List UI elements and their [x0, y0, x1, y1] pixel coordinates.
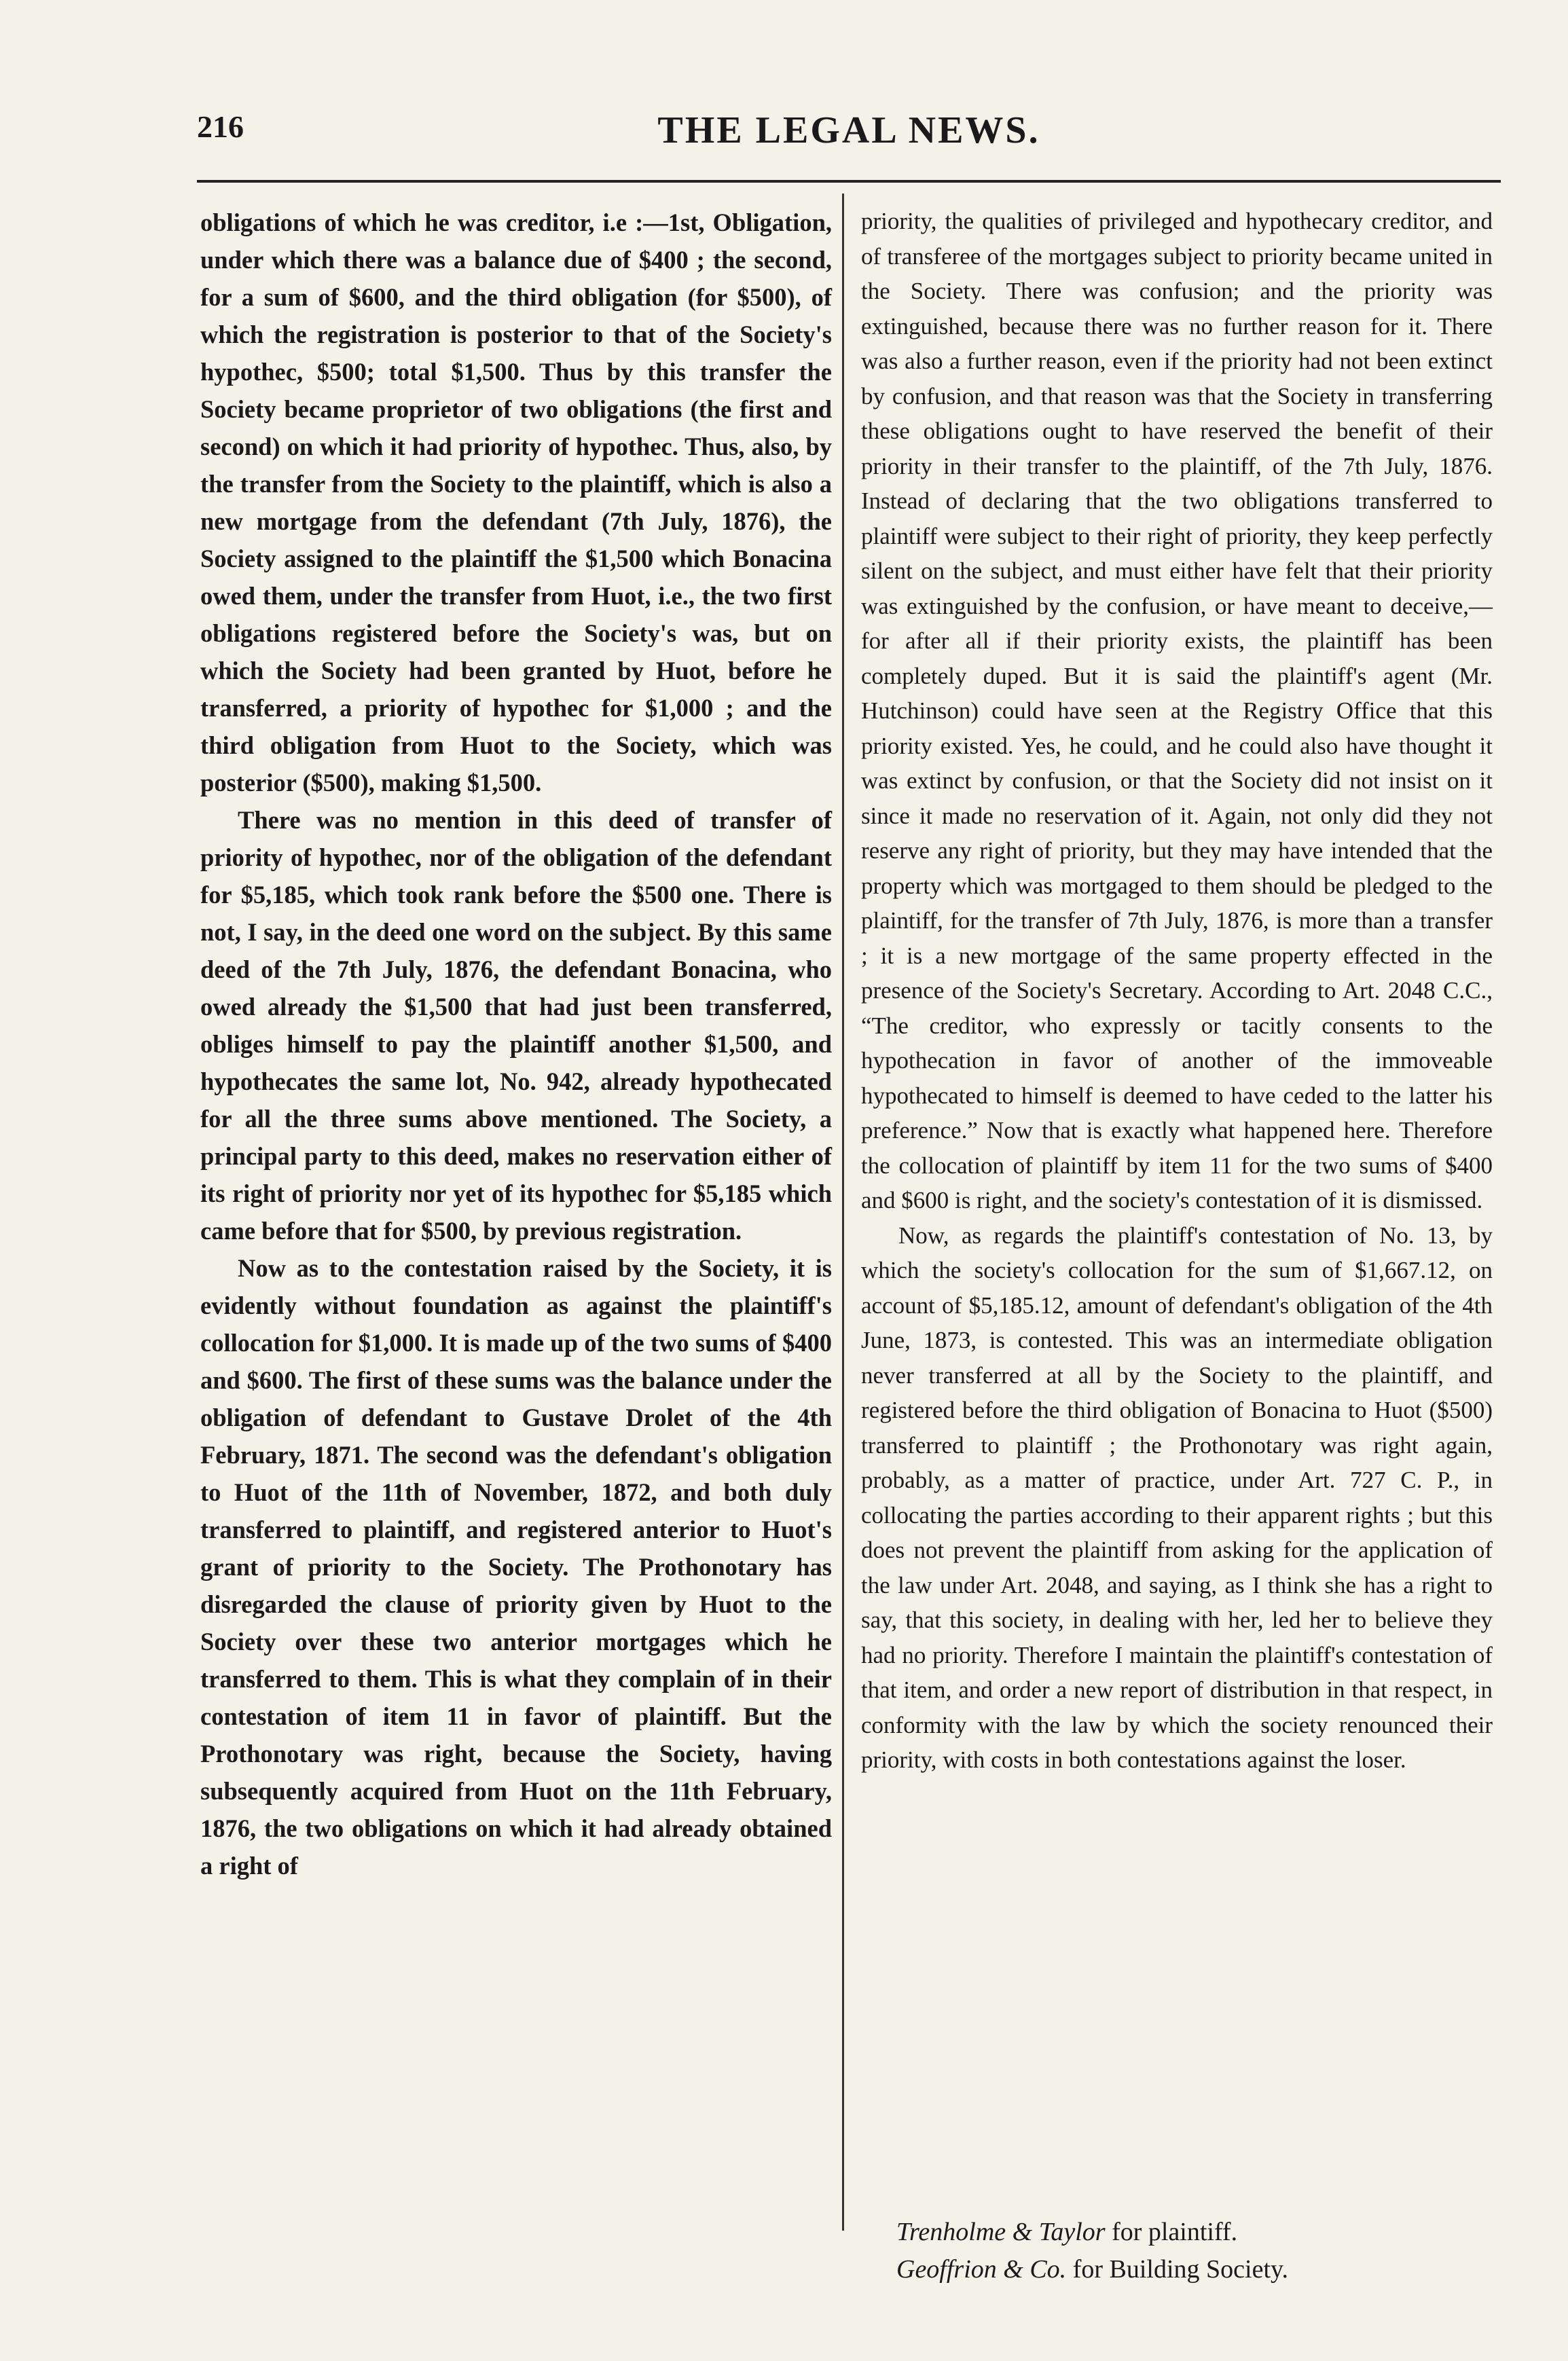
page-title: THE LEGAL NEWS. [657, 109, 1040, 151]
signature-role: for plaintiff. [1112, 2218, 1238, 2246]
right-column [861, 204, 1493, 1778]
signature-name: Trenholme & Taylor [896, 2218, 1106, 2246]
signature-name: Geoffrion & Co. [896, 2255, 1067, 2284]
paragraph: priority, the qualities of privileged and hypothecary creditor, and of transferee of the mortgages subject to priority became united in the Society. There was confusion; and the priority was extinguished, because there was no further reason for it. There was also a further reason, even if the priority had not been extinct by confusion, and that reason was that the Society in transferring these obligations ought to have reserved the benefit of their priority in their transfer to the plaintiff, of the 7th July, 1876. Instead of declaring that the two obligations transferred to plaintiff were subject to their right of priority, they keep perfectly silent on the subject, and must either have felt that their priority was extinguished by the confusion, or have meant to deceive,—for after all if their priority exists, the plaintiff has been completely duped. But it is said the plaintiff's agent (Mr. Hutchinson) could have seen at the Registry Office that this priority existed. Yes, he could, and he could also have thought it was extinct by confusion, or that the Society did not insist on it since it made no reservation of it. Again, not only did they not reserve any right of priority, but they may have intended that the property which was mortgaged to them should be pledged to the plaintiff, for the transfer of 7th July, 1876, is more than a transfer ; it is a new mortgage of the same property effected in the presence of the Society's Secretary. According to Art. 2048 C.C., “The creditor, who expressly or tacitly consents to the hypothecation in favor of another of the immoveable hypothecated to himself is deemed to have ceded to the latter his preference.” Now that is exactly what happened here. Therefore the collocation of plaintiff by item 11 for the two sums of $400 and $600 is right, and the society's contestation of it is dismissed. [861, 208, 1493, 1213]
paragraph: Now as to the contestation raised by the Society, it is evidently without foundation as against the plaintiff's collocation for $1,000. It is made up of the two sums of $400 and $600. The first of these sums was the balance under the obligation of defendant to Gustave Drolet of the 4th February, 1871. The second was the defendant's obligation to Huot of the 11th of November, 1872, and both duly transferred to plaintiff, and registered anterior to Huot's grant of priority to the Society. The Prothonotary has disregarded the clause of priority given by Huot to the Society over these two anterior mortgages which he transferred to them. This is what they complain of in their contestation of item 11 in favor of plaintiff. But the Prothonotary was right, because the Society, having subsequently acquired from Huot on the 11th February, 1876, the two obligations on which it had already obtained a right of [200, 1254, 832, 1880]
left-column [200, 204, 832, 1884]
paragraph: There was no mention in this deed of transfer of priority of hypothec, nor of the obligation of the defendant for $5,185, which took rank before the $500 one. There is not, I say, in the deed one word on the subject. By this same deed of the 7th July, 1876, the defendant Bonacina, who owed already the $1,500 that had just been transferred, obliges himself to pay the plaintiff another $1,500, and hypothecates the same lot, No. 942, already hypothecated for all the three sums above mentioned. The Society, a principal party to this deed, makes no reservation either of its right of priority nor yet of its hypothec for $5,185 which came before that for $500, by previous registration. [200, 806, 832, 1245]
page-number: 216 [197, 109, 244, 144]
page-header [197, 109, 1501, 163]
paragraph: Now, as regards the plaintiff's contestation of No. 13, by which the society's collocation for the sum of $1,667.12, on account of $5,185.12, amount of defendant's obligation of the 4th June, 1873, is contested. This was an intermediate obligation never transferred at all by the Society to the plaintiff, and registered before the third obligation of Bonacina to Huot ($500) transferred to plaintiff ; the Prothonotary was right again, probably, as a matter of practice, under Art. 727 C. P., in collocating the parties according to their apparent rights ; but this does not prevent the plaintiff from asking for the application of the law under Art. 2048, and saying, as I think she has a right to say, that this society, in dealing with her, led her to believe they had no priority. Therefore I maintain the plaintiff's contestation of that item, and order a new report of distribution in that respect, in conformity with the law by which the society renounced their priority, with costs in both contestations against the loser. [861, 1222, 1493, 1773]
signature-society [896, 2254, 1288, 2284]
signature-role: for Building Society. [1072, 2255, 1289, 2284]
column-divider [842, 194, 844, 2231]
paragraph: obligations of which he was creditor, i.e :—1st, Obligation, under which there was a balance due of $400 ; the second, for a sum of $600, and the third obligation (for $500), of which the registration is posterior to that of the Society's hypothec, $500; total $1,500. Thus by this transfer the Society became proprietor of two obligations (the first and second) on which it had priority of hypothec. Thus, also, by the transfer from the Society to the plaintiff, which is also a new mortgage from the defendant (7th July, 1876), the Society assigned to the plaintiff the $1,500 which Bonacina owed them, under the transfer from Huot, i.e., the two first obligations registered before the Society's was, but on which the Society had been granted by Huot, before he transferred, a priority of hypothec for $1,000 ; and the third obligation from Huot to the Society, which was posterior ($500), making $1,500. [200, 208, 832, 797]
signature-plaintiff [896, 2217, 1237, 2247]
header-rule [197, 180, 1501, 183]
